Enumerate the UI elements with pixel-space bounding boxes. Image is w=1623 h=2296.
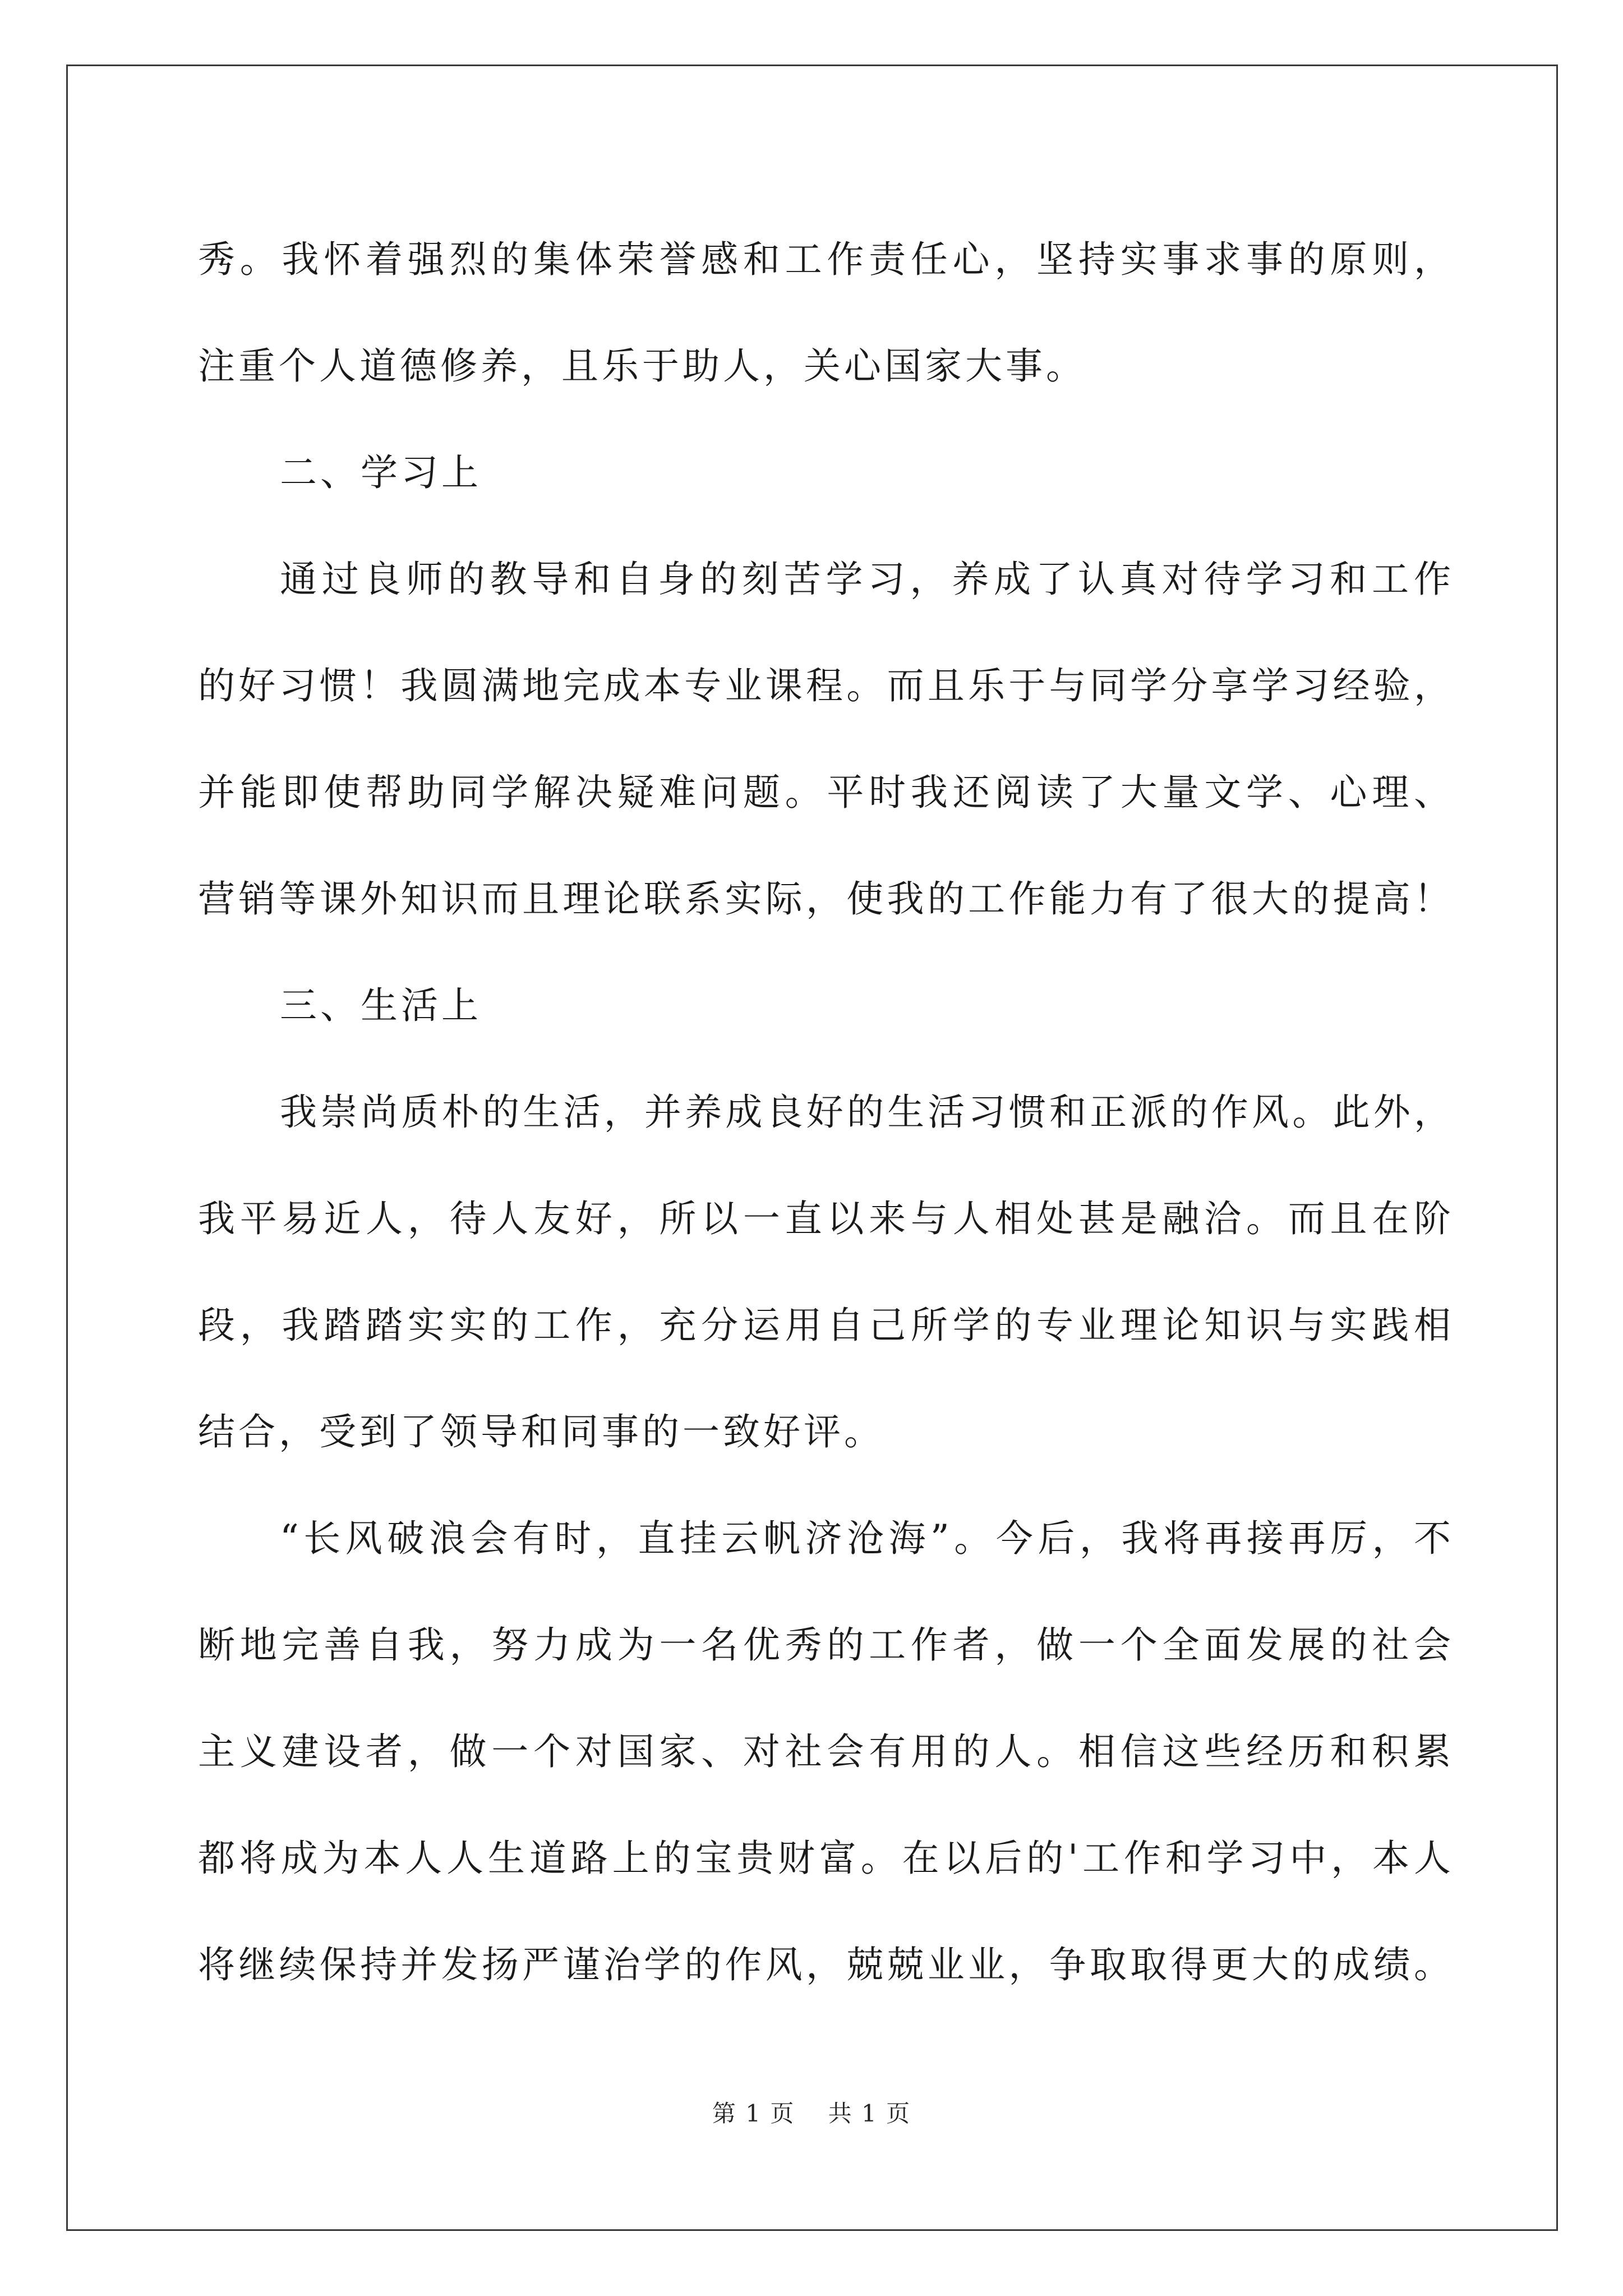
paragraph-line: 我平易近人，待人友好，所以一直以来与人相处甚是融洽。而且在阶 <box>198 1197 1454 1240</box>
paragraph-line: 都将成为本人人生道路上的宝贵财富。在以后的'工作和学习中，本人 <box>198 1837 1454 1880</box>
paragraph-line: 主义建设者，做一个对国家、对社会有用的人。相信这些经历和积累 <box>198 1730 1454 1773</box>
paragraph-line: 我崇尚质朴的生活，并养成良好的生活习惯和正派的作风。此外， <box>280 1091 1454 1134</box>
paragraph-line: “长风破浪会有时，直挂云帆济沧海”。今后，我将再接再厉，不 <box>280 1517 1454 1560</box>
paragraph-line: 的好习惯！我圆满地完成本专业课程。而且乐于与同学分享学习经验， <box>198 664 1454 707</box>
paragraph-line: 段，我踏踏实实的工作，充分运用自己所学的专业理论知识与实践相 <box>198 1304 1454 1347</box>
paragraph-line: 将继续保持并发扬严谨治学的作风，兢兢业业，争取取得更大的成绩。 <box>198 1943 1454 1986</box>
document-body <box>198 206 1454 2018</box>
section-heading: 三、生活上 <box>280 984 482 1027</box>
paragraph-line: 营销等课外知识而且理论联系实际，使我的工作能力有了很大的提高！ <box>198 877 1454 921</box>
paragraph-line: 并能即使帮助同学解决疑难问题。平时我还阅读了大量文学、心理、 <box>198 771 1454 814</box>
paragraph-line: 断地完善自我，努力成为一名优秀的工作者，做一个全面发展的社会 <box>198 1623 1454 1667</box>
page-number-footer: 第 1 页 共 1 页 <box>712 2100 911 2127</box>
paragraph-line: 注重个人道德修养，且乐于助人，关心国家大事。 <box>198 344 1086 388</box>
section-heading: 二、学习上 <box>280 451 482 494</box>
paragraph-line: 秀。我怀着强烈的集体荣誉感和工作责任心，坚持实事求事的原则， <box>198 238 1454 281</box>
paragraph-line: 通过良师的教导和自身的刻苦学习，养成了认真对待学习和工作 <box>280 558 1454 601</box>
paragraph-line: 结合，受到了领导和同事的一致好评。 <box>198 1410 884 1453</box>
